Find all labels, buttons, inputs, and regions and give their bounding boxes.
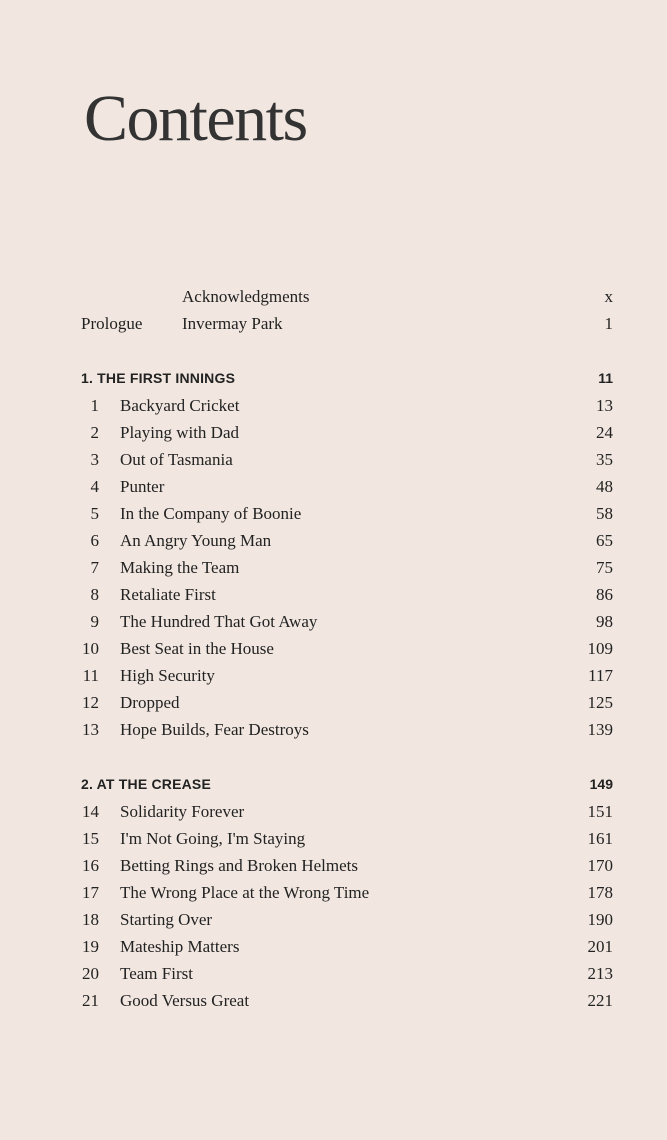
toc-row	[0, 689, 667, 716]
toc-row	[0, 419, 667, 446]
chapter-number: 1	[90, 396, 99, 415]
chapter-title: Best Seat in the House	[120, 639, 274, 658]
chapter-number: 2	[90, 423, 99, 442]
page-number: 139	[587, 720, 613, 739]
page-number: 149	[589, 776, 613, 792]
chapter-title: Mateship Matters	[120, 937, 240, 956]
chapter-title: Hope Builds, Fear Destroys	[120, 720, 309, 739]
toc-row	[0, 960, 667, 987]
chapter-title: Solidarity Forever	[120, 802, 245, 821]
chapter-number: 17	[82, 883, 99, 902]
toc-row	[0, 879, 667, 906]
page-number: 75	[596, 558, 613, 577]
chapter-title: Betting Rings and Broken Helmets	[120, 856, 358, 875]
part-title: 1. THE FIRST INNINGS	[81, 370, 236, 386]
toc-row	[0, 662, 667, 689]
chapter-title: Starting Over	[120, 910, 213, 929]
toc-row	[0, 825, 667, 852]
chapter-number: 3	[90, 450, 99, 469]
chapter-title: I'm Not Going, I'm Staying	[120, 829, 306, 848]
part-heading-2	[0, 771, 667, 798]
front-matter-label: Prologue	[81, 314, 143, 333]
chapter-title: Retaliate First	[120, 585, 216, 604]
page-number: 161	[587, 829, 613, 848]
toc-row	[0, 933, 667, 960]
toc-row	[0, 446, 667, 473]
toc-row	[0, 527, 667, 554]
toc-row	[0, 392, 667, 419]
chapter-title: Backyard Cricket	[120, 396, 240, 415]
chapter-number: 6	[90, 531, 99, 550]
page-number: 190	[587, 910, 613, 929]
chapter-title: Making the Team	[120, 558, 240, 577]
chapter-title: The Wrong Place at the Wrong Time	[120, 883, 370, 902]
page-number: 35	[596, 450, 613, 469]
chapter-number: 7	[90, 558, 99, 577]
chapter-number: 9	[90, 612, 99, 631]
chapter-number: 14	[82, 802, 99, 821]
toc-row	[0, 554, 667, 581]
page-number: 221	[587, 991, 613, 1010]
toc-row	[0, 906, 667, 933]
page-number: 213	[587, 964, 613, 983]
chapter-number: 20	[82, 964, 99, 983]
toc-row	[0, 852, 667, 879]
chapter-title: Good Versus Great	[120, 991, 250, 1010]
chapter-title: An Angry Young Man	[120, 531, 272, 550]
chapter-number: 15	[82, 829, 99, 848]
page-number: 117	[588, 666, 613, 685]
page-number: 13	[596, 396, 613, 415]
toc-row	[0, 716, 667, 743]
page-number: 65	[596, 531, 613, 550]
toc-row	[0, 608, 667, 635]
page-number: x	[604, 287, 613, 306]
chapter-title: In the Company of Boonie	[120, 504, 302, 523]
part-title: 2. AT THE CREASE	[81, 776, 211, 792]
chapter-title: The Hundred That Got Away	[120, 612, 318, 631]
page-number: 11	[598, 370, 613, 386]
chapter-title: High Security	[120, 666, 215, 685]
page-number: 109	[587, 639, 613, 658]
toc-row	[0, 635, 667, 662]
chapter-title: Team First	[120, 964, 193, 983]
chapter-title: Out of Tasmania	[120, 450, 233, 469]
toc-row	[0, 798, 667, 825]
chapter-number: 12	[82, 693, 99, 712]
page-number: 178	[587, 883, 613, 902]
page-number: 48	[596, 477, 613, 496]
page-number: 125	[587, 693, 613, 712]
entry-title: Acknowledgments	[182, 287, 310, 306]
chapter-number: 21	[82, 991, 99, 1010]
chapter-number: 8	[90, 585, 99, 604]
toc-row	[0, 500, 667, 527]
toc-row	[0, 581, 667, 608]
toc-row	[0, 987, 667, 1014]
entry-title: Invermay Park	[182, 314, 283, 333]
page-number: 98	[596, 612, 613, 631]
toc-row	[0, 473, 667, 500]
chapter-title: Dropped	[120, 693, 180, 712]
toc-row-prologue	[0, 310, 667, 337]
page-number: 58	[596, 504, 613, 523]
chapter-number: 18	[82, 910, 99, 929]
chapter-number: 19	[82, 937, 99, 956]
chapter-title: Playing with Dad	[120, 423, 239, 442]
page-title: Contents	[84, 82, 307, 155]
chapter-number: 4	[90, 477, 99, 496]
page-number: 151	[587, 802, 613, 821]
chapter-title: Punter	[120, 477, 165, 496]
chapter-number: 11	[82, 666, 99, 685]
page-number: 201	[587, 937, 613, 956]
page-number: 170	[587, 856, 613, 875]
part-heading-1	[0, 365, 667, 392]
chapter-number: 16	[82, 856, 99, 875]
page-number: 86	[596, 585, 613, 604]
chapter-number: 5	[90, 504, 99, 523]
page-number: 1	[604, 314, 613, 333]
toc-row-acknowledgments	[0, 283, 667, 310]
page-number: 24	[596, 423, 613, 442]
chapter-number: 13	[82, 720, 99, 739]
chapter-number: 10	[82, 639, 99, 658]
